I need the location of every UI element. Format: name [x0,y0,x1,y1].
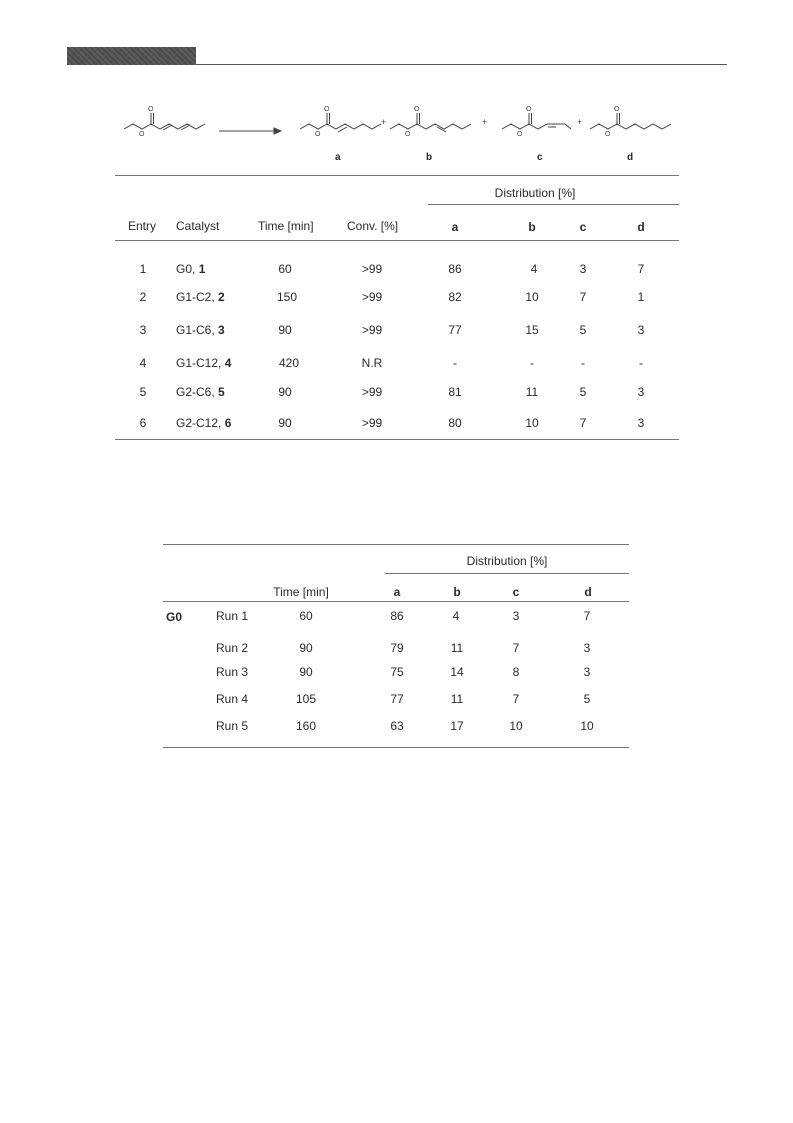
svg-text:O: O [614,106,620,113]
svg-text:O: O [315,131,321,138]
reaction-scheme [0,0,793,175]
c-cell: 7 [512,692,520,706]
compound-label-a: a [335,152,341,163]
entry-cell: 4 [139,356,147,370]
table-2-header-b: b [453,585,461,599]
run-cell: Run 3 [216,665,249,679]
table-1-header-b: b [528,220,536,234]
svg-text:+: + [577,117,583,127]
time-cell: 105 [295,692,317,706]
b-cell: 4 [452,609,460,623]
time-cell: 60 [278,262,292,276]
run-cell: Run 2 [216,641,249,655]
table-2-header-time: Time [min] [273,585,329,599]
conv-cell: >99 [361,416,383,430]
svg-text:+: + [381,117,387,127]
svg-text:O: O [139,131,145,138]
entry-cell: 3 [139,323,147,337]
svg-text:O: O [414,106,420,113]
catalyst-cell: G2-C6, 5 [176,385,225,399]
b-cell: 10 [525,416,539,430]
table-1-group-header: Distribution [%] [494,186,576,200]
d-cell: 3 [637,323,645,337]
table-1-header-entry: Entry [128,219,157,233]
run-cell: Run 4 [216,692,249,706]
c-cell: 5 [579,385,587,399]
reaction-scheme-drawing [0,0,793,175]
table-1-header-rule [115,240,679,241]
svg-text:O: O [148,106,154,113]
conv-cell: >99 [361,290,383,304]
time-cell: 90 [278,416,292,430]
a-cell: 80 [448,416,462,430]
svg-text:O: O [405,131,411,138]
compound-label-b: b [426,152,433,163]
d-cell: 5 [583,692,591,706]
starting-material-structure [124,106,205,138]
c-cell: 10 [509,719,523,733]
svg-text:+: + [482,117,488,127]
a-cell: 79 [390,641,404,655]
compound-label-c: c [537,152,543,163]
a-cell: 75 [390,665,404,679]
table-2-header-a: a [393,585,401,599]
entry-cell: 2 [139,290,147,304]
svg-text:O: O [324,106,330,113]
d-cell: - [639,356,643,370]
d-cell: 3 [583,641,591,655]
a-cell: 81 [448,385,462,399]
a-cell: 82 [448,290,462,304]
table-1-top-rule [115,175,679,176]
catalyst-cell: G1-C2, 2 [176,290,225,304]
a-cell: 86 [448,262,462,276]
run-cell: Run 1 [216,609,249,623]
b-cell: 4 [530,262,538,276]
product-c-structure [502,106,571,138]
a-cell: 77 [448,323,462,337]
c-cell: 3 [579,262,587,276]
d-cell: 3 [637,416,645,430]
c-cell: 7 [512,641,520,655]
conv-cell: >99 [361,385,383,399]
table-2-group-header: Distribution [%] [466,554,548,568]
entry-cell: 6 [139,416,147,430]
d-cell: 7 [583,609,591,623]
reaction-arrow [219,128,281,134]
compound-label-d: d [627,152,634,163]
entry-cell: 1 [139,262,147,276]
table-1-bottom-rule [115,439,679,440]
svg-text:O: O [517,131,523,138]
c-cell: 3 [512,609,520,623]
conv-cell: >99 [361,323,383,337]
time-cell: 420 [278,356,300,370]
catalyst-cell: G1-C12, 4 [176,356,232,370]
catalyst-cell: G0, 1 [176,262,206,276]
time-cell: 150 [276,290,298,304]
table-2-top-rule [163,544,629,545]
b-cell: - [530,356,534,370]
time-cell: 90 [299,665,313,679]
svg-text:O: O [605,131,611,138]
b-cell: 10 [525,290,539,304]
svg-text:O: O [526,106,532,113]
table-1-header-a: a [451,220,459,234]
conv-cell: >99 [361,262,383,276]
product-d-structure [590,106,671,138]
d-cell: 1 [637,290,645,304]
product-a-structure [300,106,381,138]
d-cell: 7 [637,262,645,276]
d-cell: 3 [583,665,591,679]
time-cell: 90 [299,641,313,655]
table-2-group-rule [385,573,629,574]
b-cell: 11 [450,641,464,655]
time-cell: 90 [278,323,292,337]
table-1-header-catalyst: Catalyst [176,219,220,233]
c-cell: 7 [579,290,587,304]
a-cell: 86 [390,609,404,623]
b-cell: 14 [450,665,464,679]
d-cell: 3 [637,385,645,399]
time-cell: 60 [299,609,313,623]
b-cell: 11 [525,385,539,399]
entry-cell: 5 [139,385,147,399]
c-cell: 7 [579,416,587,430]
table-1-group-rule [428,204,679,205]
c-cell: 8 [512,665,520,679]
c-cell: 5 [579,323,587,337]
a-cell: 63 [390,719,404,733]
run-cell: Run 5 [216,719,249,733]
catalyst-cell: G1-C6, 3 [176,323,225,337]
table-2-bottom-rule [163,747,629,748]
c-cell: - [581,356,585,370]
catalyst-cell: G2-C12, 6 [176,416,232,430]
conv-cell: N.R [361,356,383,370]
table-1-header-time: Time [min] [258,219,314,233]
table-1-header-conv: Conv. [%] [347,219,399,233]
time-cell: 160 [295,719,317,733]
table-1-header-c: c [579,220,587,234]
table-2-header-d: d [584,585,592,599]
a-cell: 77 [390,692,404,706]
b-cell: 11 [450,692,464,706]
b-cell: 17 [450,719,464,733]
table-2-header-rule [163,601,629,602]
table-2-header-c: c [512,585,520,599]
table-2-catalyst-label: G0 [166,610,183,624]
d-cell: 10 [580,719,594,733]
product-b-structure [390,106,471,138]
table-1-header-d: d [637,220,645,234]
a-cell: - [453,356,457,370]
time-cell: 90 [278,385,292,399]
b-cell: 15 [525,323,539,337]
